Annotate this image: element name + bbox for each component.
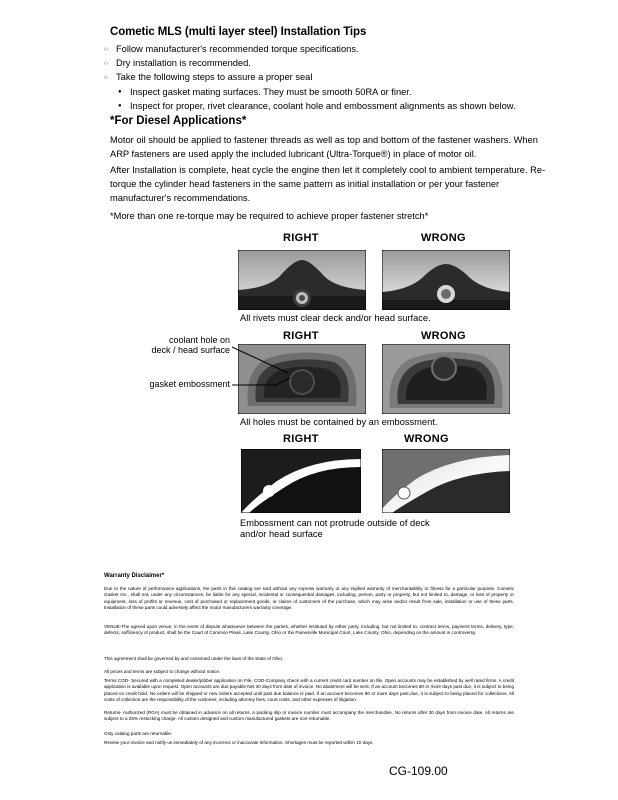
figure3-caption-line2: and/or head surface [240,529,323,539]
figure2-caption: All holes must be contained by an embossment. [240,417,438,427]
annotation-coolant-hole-line2: deck / head surface [151,345,230,355]
warranty-paragraph: This agreement shall be governed by and construed under the laws of the State of Ohio. [104,656,284,661]
page-title: Cometic MLS (multi layer steel) Installation Tips [110,26,367,38]
warranty-paragraph: Only catalog parts are returnable. [104,731,173,736]
figure1-caption: All rivets must clear deck and/or head surface. [240,313,431,323]
figure3-right-label: RIGHT [283,433,319,445]
warranty-heading: Warranty Disclaimer* [104,573,165,579]
figure3-wrong-image [382,449,510,513]
figure1-right-image [238,250,366,310]
figure2-wrong-label: WRONG [421,330,466,342]
warranty-paragraph: Due to the nature of performance applications, the parts in this catalog are sold without any express warranty or any implied warranty of merchantability or fitness for a particular purpose. Cometic Gasket Inc., shall not, under any circumstances, be liable for any special, incidental or consequential damages, including, person, party or property, but not limited to, damage, or loss of property or equipment, loss of profits or revenue, cost of purchased or replacement goods, or claims of customers of the purchase, which may arise and/or result from sale, installation or use of these parts. Installation of these parts could adversely affect the motor manufacturers warranty coverage. [104,586,514,611]
figure2-wrong-image [382,344,510,414]
warranty-paragraph: Terms COD- Secured with a completed dealer/jobber application on File, COD-Company check with a current credit card number on file. Open accounts may be established by well rated firms. A credit application is available upon request. Open accounts are due payable Net 30 days from date of invoice. No abatement will be sent. If an account becomes 60 or more days past due, it is subject to being placed on credit hold. No orders will be shipped or new orders accepted until past due balance is paid. If an account becomes 90 or more days past due, it is subject to being placed for collections. All costs of collection are the responsibility of the customer, including attorney fees, court costs, and other expenses of litigation. [104,678,514,703]
annotation-coolant-hole-line1: coolant hole on [168,335,230,345]
list-item: ○ Dry installation is recommended. [104,56,604,70]
figure1-wrong-label: WRONG [421,232,466,244]
annotation-leader-lines [228,330,348,420]
paragraph-heat-cycle: After Installation is complete, heat cycle the engine then let it completely cool to ambient temperature. Re-torque the cylinder head fasteners in the same pattern as initial installation or per your fastener manufacturer's recommendations. [110,165,546,203]
list-item: ○ Take the following steps to assure a proper seal [104,70,604,84]
paragraph-retorque-note: *More than one re-torque may be required to achieve proper fastener stretch* [110,211,429,221]
paragraph-motor-oil: Motor oil should be applied to fastener threads as well as top and bottom of the fastener washers. When ARP fasteners are used apply the included lubricant (Ultra-Torque®) in place of motor oil. [110,135,538,159]
list-item: ● Inspect gasket mating surfaces. They must be smooth 50RA or finer. [104,85,604,99]
figure3-right-image [241,449,361,513]
list-item: ● Inspect for proper, rivet clearance, coolant hole and embossment alignments as shown below. [104,99,604,113]
warranty-paragraph: All prices and terms are subject to change without notice. [104,669,221,674]
figure1-wrong-image [382,250,510,310]
document-number: CG-109.00 [389,764,448,778]
warranty-paragraph: Review your invoice and notify us immediately of any incorrect or inaccurate information. Shortages must be reported within 10 days. [104,740,374,745]
warranty-paragraph: Returns- Authorized (RGA) must be obtained in advance on all returns. A packing slip or invoice number must accompany the merchandise. No returns after 30 days from invoice date. All returns are subject to a 25% restocking charge. All custom designed and custom manufactured gaskets are non-returnable. [104,710,514,722]
list-item: ○ Follow manufacturer's recommended torque specifications. [104,42,604,56]
figure3-wrong-label: WRONG [404,433,449,445]
section-heading-diesel: *For Diesel Applications* [110,115,247,127]
annotation-coolant-hole [120,335,230,355]
warranty-paragraph: VENUE-The agreed upon venue, in the event of dispute whatsoever between the parties, whether instituted by either party, including, but not limited to, contract terms, payment terms, delivery, type, defects, sufficiency of product, shall be the Court of Common Pleas, Lake County, Ohio or the Painesville Municipal Court, Lake County, Ohio, depending on the amount in controversy. [104,624,514,636]
installation-tips-list [104,42,604,113]
figure1-right-label: RIGHT [283,232,319,244]
figure2-right-label: RIGHT [283,330,319,342]
figure3-caption-line1: Embossment can not protrude outside of deck [240,518,430,528]
annotation-gasket-embossment: gasket embossment [149,379,230,389]
